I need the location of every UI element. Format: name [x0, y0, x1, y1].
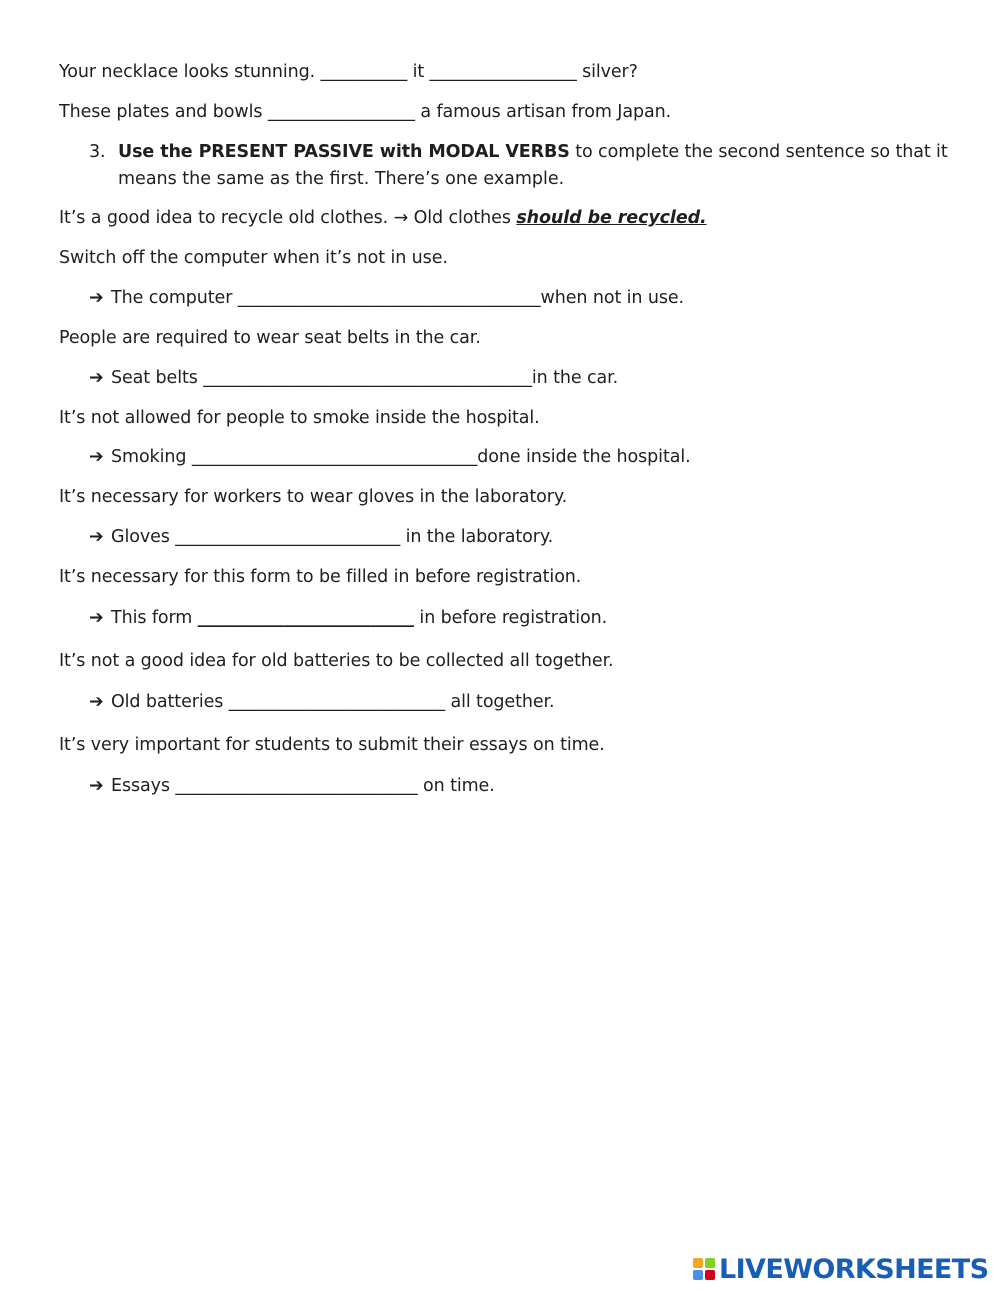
answer-5-blank[interactable]: _________________________	[197, 608, 414, 628]
question-1: Switch off the computer when it’s not in use.	[59, 248, 448, 268]
example-answer: should be recycled.	[516, 208, 707, 228]
answer-1[interactable]	[89, 285, 684, 311]
question-6: It’s not a good idea for old batteries to be collected all together.	[59, 651, 614, 671]
answer-1-text: The computer ___________________________________when not in use.	[111, 288, 685, 308]
logo-mark-icon	[693, 1258, 715, 1280]
task-instruction	[89, 139, 948, 165]
arrow-right-icon: ➔	[89, 527, 104, 547]
example-text: It’s a good idea to recycle old clothes.	[59, 208, 394, 228]
arrow-right-icon: ➔	[89, 692, 104, 712]
answer-6-text: Old batteries _________________________ all together.	[111, 692, 555, 712]
answer-3[interactable]	[89, 444, 691, 470]
example-sentence	[59, 205, 707, 231]
task-instruction-rest: to complete the second sentence so that it	[569, 142, 948, 162]
answer-4-text: Gloves __________________________ in the laboratory.	[111, 527, 554, 547]
example-arrow-icon: →	[393, 208, 409, 228]
arrow-right-icon: ➔	[89, 368, 104, 388]
answer-6[interactable]	[89, 689, 554, 715]
liveworksheets-logo[interactable]	[693, 1253, 988, 1285]
example-mid: Old clothes	[408, 208, 517, 228]
question-5: It’s necessary for this form to be filled in before registration.	[59, 567, 582, 587]
sentence-plates: These plates and bowls _________________ a famous artisan from Japan.	[59, 102, 672, 122]
answer-7[interactable]	[89, 773, 495, 799]
arrow-right-icon: ➔	[89, 288, 104, 308]
arrow-right-icon: ➔	[89, 447, 104, 467]
logo-text: LIVEWORKSHEETS	[719, 1253, 989, 1285]
sentence-necklace: Your necklace looks stunning. __________ it _________________ silver?	[59, 62, 638, 82]
answer-2-text: Seat belts ______________________________________in the car.	[111, 368, 619, 388]
logo-square-1	[693, 1258, 703, 1268]
task-instruction-continued: means the same as the first. There’s one example.	[118, 169, 565, 189]
question-2: People are required to wear seat belts in the car.	[59, 328, 481, 348]
task-instruction-bold: Use the PRESENT PASSIVE with MODAL VERBS	[118, 142, 570, 162]
arrow-right-icon: ➔	[89, 776, 104, 796]
logo-square-4	[705, 1270, 715, 1280]
answer-3-text: Smoking _________________________________done inside the hospital.	[111, 447, 691, 467]
task-number: 3.	[89, 142, 106, 162]
question-4: It’s necessary for workers to wear gloves in the laboratory.	[59, 487, 568, 507]
answer-5-post: in before registration.	[413, 608, 608, 628]
answer-4[interactable]	[89, 524, 553, 550]
logo-square-3	[693, 1270, 703, 1280]
answer-7-text: Essays ____________________________ on time.	[111, 776, 495, 796]
logo-square-2	[705, 1258, 715, 1268]
answer-2[interactable]	[89, 365, 618, 391]
arrow-right-icon: ➔	[89, 608, 104, 628]
question-7: It’s very important for students to submit their essays on time.	[59, 735, 605, 755]
answer-5[interactable]	[89, 605, 607, 631]
question-3: It’s not allowed for people to smoke inside the hospital.	[59, 408, 540, 428]
answer-5-pre: This form	[111, 608, 198, 628]
